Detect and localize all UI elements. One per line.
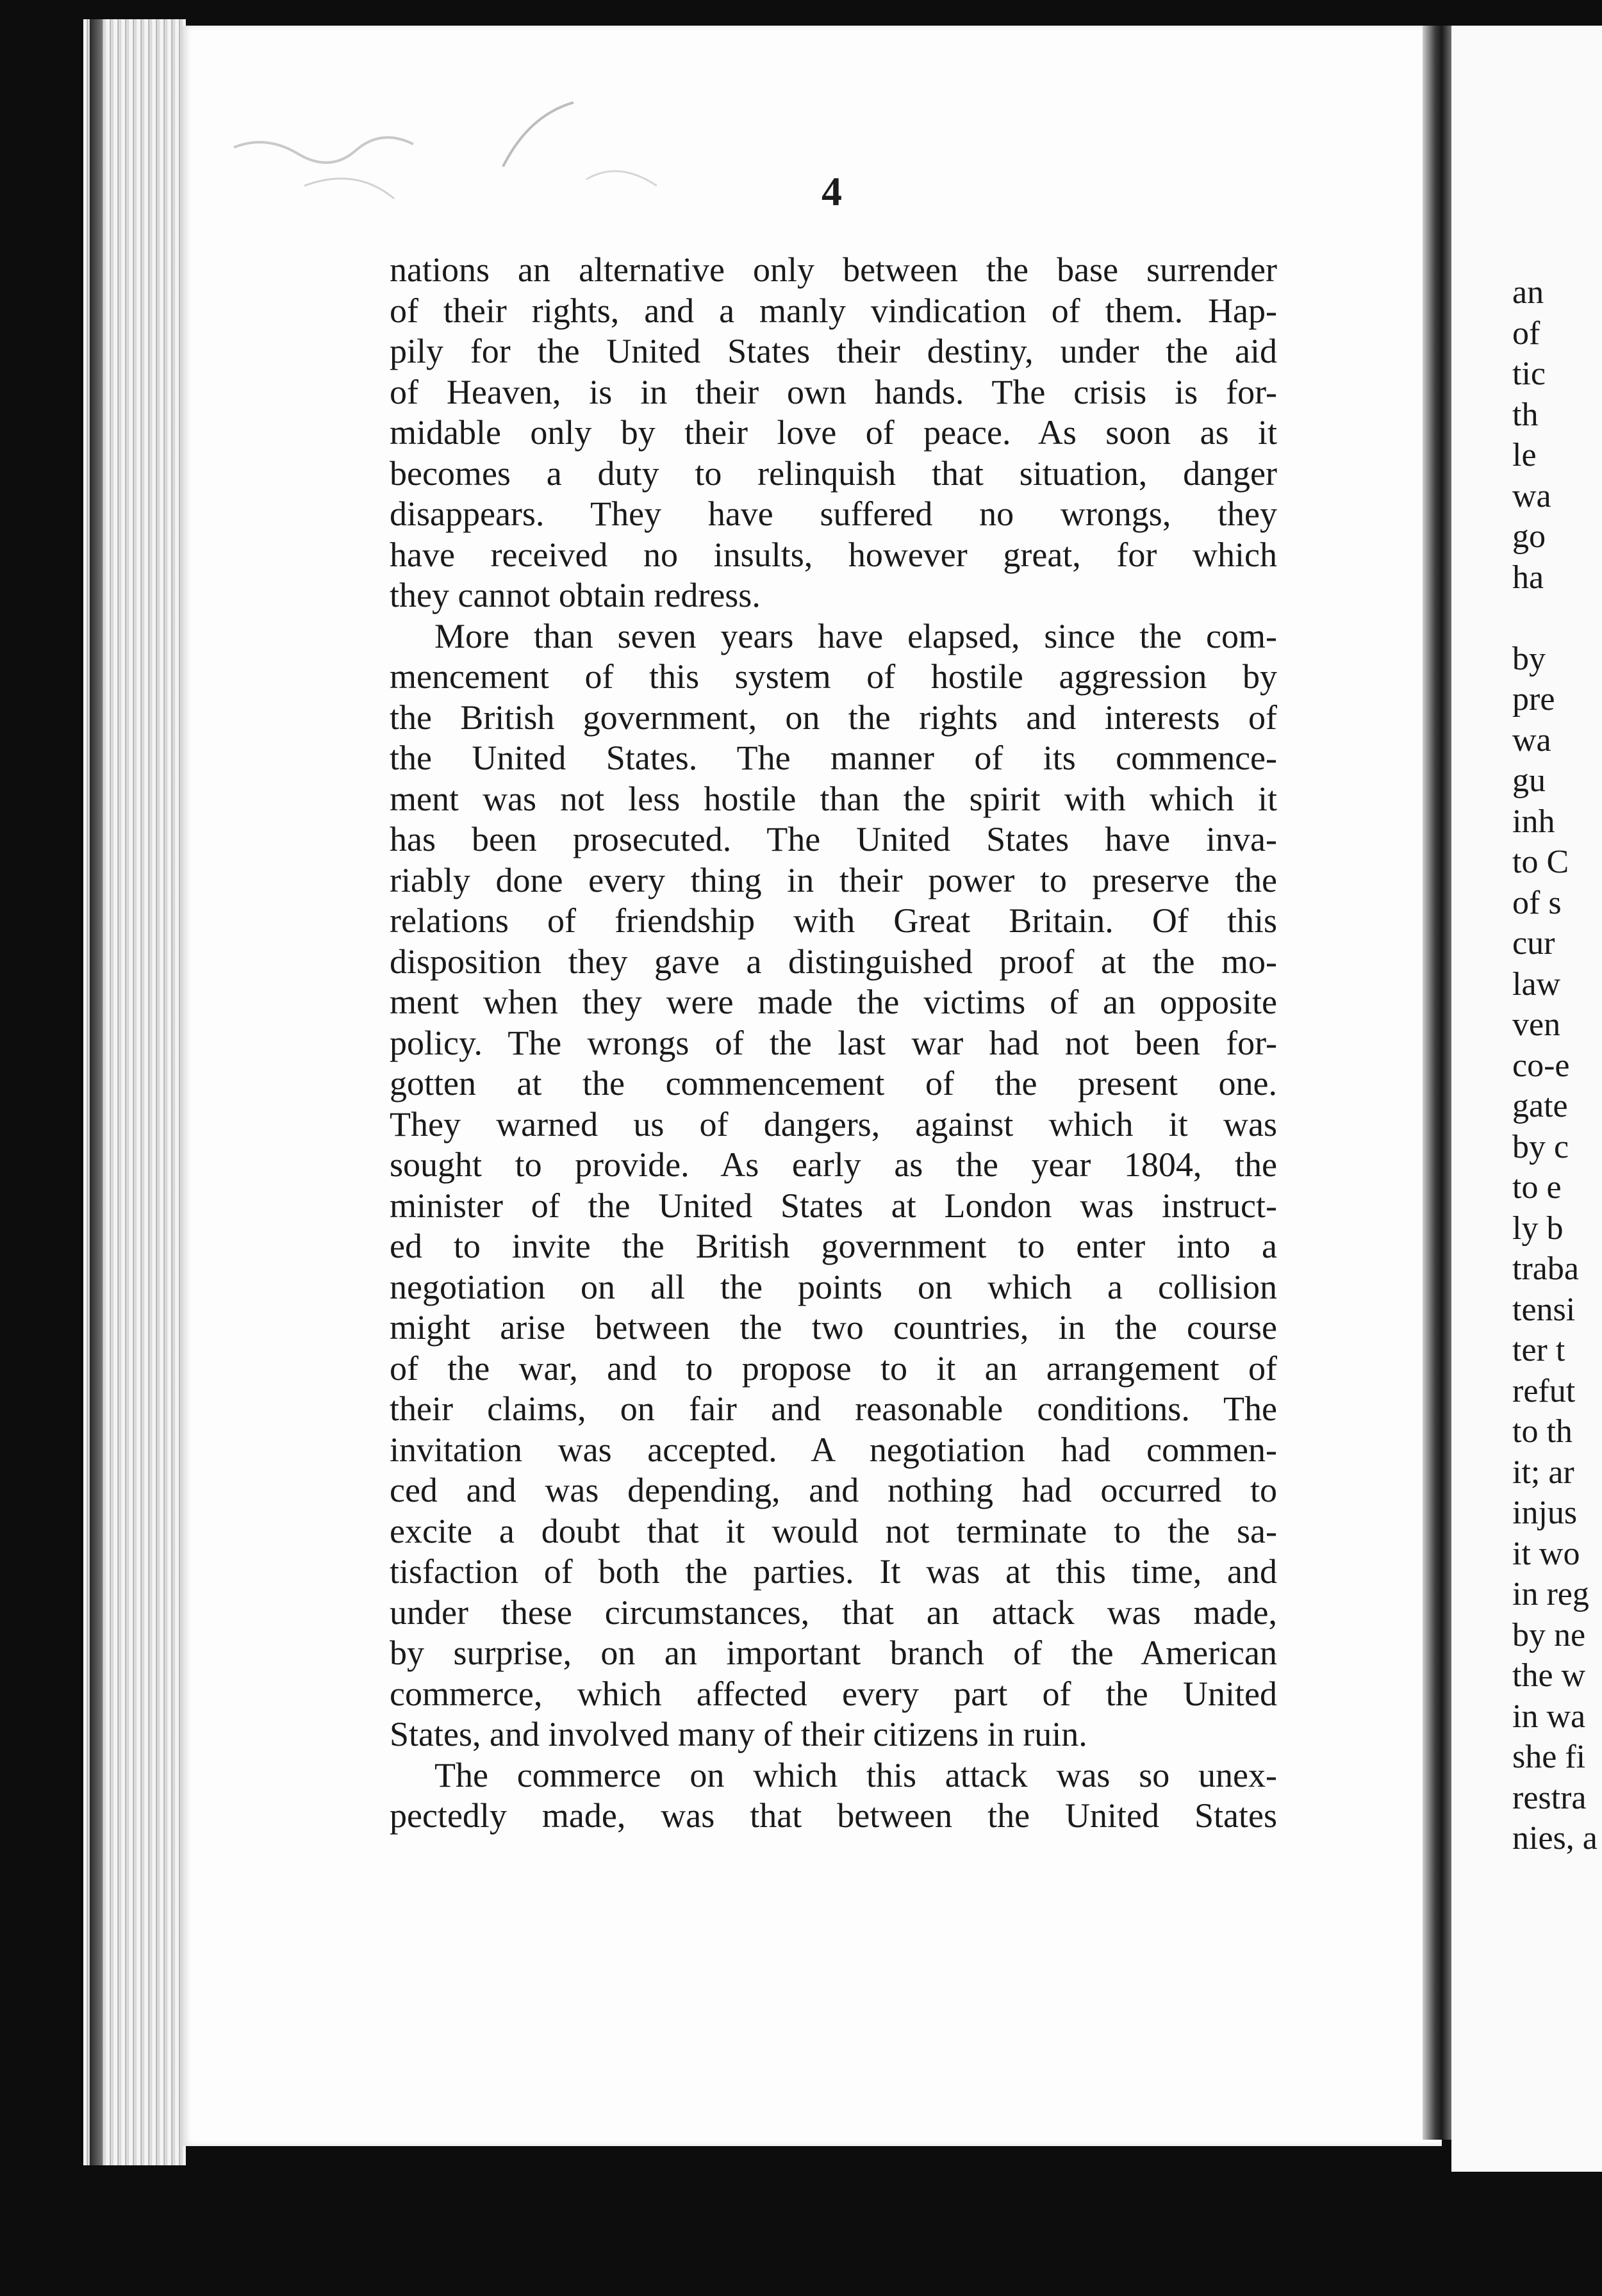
text-line: midable only by their love of peace. As soon as it (390, 413, 1277, 452)
facing-page-fragment: she fi (1512, 1739, 1586, 1775)
text-line: nations an alternative only between the base surrender (390, 250, 1277, 289)
facing-page-fragment: le (1512, 437, 1537, 473)
text-line: riably done every thing in their power to preserve the (390, 860, 1277, 899)
text-line: relations of friendship with Great Britain. Of this (390, 901, 1277, 940)
pencil-marks (227, 90, 663, 218)
facing-page-fragment: cur (1512, 925, 1555, 962)
facing-page-fragment: go (1512, 518, 1546, 555)
text-line: disposition they gave a distinguished proof at the mo- (390, 942, 1277, 981)
facing-page-fragment: law (1512, 965, 1561, 1003)
text-line: More than seven years have elapsed, since the com- (434, 616, 1277, 655)
facing-page-fragment: tic (1512, 356, 1546, 392)
text-line: under these circumstances, that an attack was made, (390, 1593, 1277, 1632)
text-line: commerce, which affected every part of the United (390, 1674, 1277, 1713)
facing-page-fragment: ha (1512, 559, 1544, 596)
text-line: gotten at the commencement of the present one. (390, 1064, 1277, 1103)
facing-page-fragment: th (1512, 396, 1539, 433)
facing-page-fragment: gu (1512, 762, 1546, 799)
text-line: has been prosecuted. The United States have inva- (390, 820, 1277, 858)
facing-page-fragment: by ne (1512, 1616, 1586, 1653)
text-line: invitation was accepted. A negotiation had commen- (390, 1430, 1277, 1469)
text-line: the United States. The manner of its commence- (390, 739, 1277, 777)
facing-page-fragment: nies, a (1512, 1820, 1598, 1857)
facing-page-fragments (1512, 272, 1598, 1859)
text-line: negotiation on all the points on which a collision (390, 1267, 1277, 1306)
facing-page-fragment: of s (1512, 884, 1562, 921)
text-line: of their rights, and a manly vindication of them. Hap- (390, 291, 1277, 330)
facing-page (1451, 26, 1602, 2172)
text-line: ment when they were made the victims of an opposite (390, 983, 1277, 1021)
body-text (390, 250, 1277, 1837)
facing-page-fragment: injus (1512, 1495, 1578, 1531)
text-line: disappears. They have suffered no wrongs, they (390, 495, 1277, 533)
facing-page-fragment: ter t (1512, 1332, 1565, 1368)
text-line: pectedly made, was that between the United States (390, 1796, 1277, 1835)
text-line: States, and involved many of their citizens in ruin. (390, 1715, 1087, 1753)
text-line: the British government, on the rights and interests of (390, 698, 1277, 737)
facing-page-fragment: it; ar (1512, 1454, 1574, 1491)
text-line: pily for the United States their destiny, under the aid (390, 332, 1277, 370)
facing-page-fragment: refut (1512, 1372, 1576, 1409)
text-line: they cannot obtain redress. (390, 576, 761, 614)
facing-page-fragment: gate (1512, 1088, 1568, 1124)
text-line: minister of the United States at London was instruct- (390, 1186, 1277, 1225)
facing-page-fragment: inh (1512, 803, 1555, 840)
text-line: their claims, on fair and reasonable conditions. The (390, 1390, 1277, 1428)
book-edge-shadow (90, 19, 103, 2165)
facing-page-fragment: to th (1512, 1413, 1573, 1450)
facing-page-fragment: of (1512, 315, 1540, 352)
facing-page-fragment: ven (1512, 1006, 1561, 1043)
facing-page-fragment: pre (1512, 681, 1555, 718)
facing-page-fragment: the w (1512, 1657, 1586, 1694)
facing-page-fragment: wa (1512, 477, 1551, 514)
text-line: of the war, and to propose to it an arrangement of (390, 1349, 1277, 1388)
text-line: The commerce on which this attack was so unex- (434, 1755, 1277, 1794)
text-line: policy. The wrongs of the last war had not been for- (390, 1023, 1277, 1062)
text-line: ment was not less hostile than the spirit with which it (390, 779, 1277, 818)
facing-page-fragment: in reg (1512, 1576, 1589, 1612)
text-line: ced and was depending, and nothing had occurred to (390, 1471, 1277, 1509)
facing-page-fragment: traba (1512, 1250, 1579, 1287)
text-line: of Heaven, is in their own hands. The crisis is for- (390, 372, 1277, 411)
page-number: 4 (822, 168, 842, 214)
text-line: tisfaction of both the parties. It was at this time, and (390, 1552, 1277, 1591)
facing-page-fragment: co-e (1512, 1047, 1570, 1084)
facing-page-fragment: in wa (1512, 1698, 1586, 1735)
facing-page-fragment: ly b (1512, 1210, 1564, 1247)
facing-page-fragment (1512, 598, 1598, 639)
text-line: sought to provide. As early as the year 1804, the (390, 1145, 1277, 1184)
facing-page-fragment: an (1512, 274, 1544, 311)
facing-page-fragment: to e (1512, 1169, 1562, 1206)
text-line: excite a doubt that it would not terminate to the sa- (390, 1511, 1277, 1550)
text-line: mencement of this system of hostile aggression by (390, 657, 1277, 696)
text-line: They warned us of dangers, against which it was (390, 1104, 1277, 1144)
facing-page-fragment: to C (1512, 844, 1569, 880)
facing-page-fragment: wa (1512, 721, 1551, 758)
facing-page-fragment: by (1512, 640, 1546, 677)
facing-page-fragment: by c (1512, 1128, 1569, 1165)
text-line: becomes a duty to relinquish that situation, danger (390, 454, 1277, 493)
facing-page-fragment: tensi (1512, 1291, 1576, 1328)
text-line: might arise between the two countries, in the course (390, 1308, 1277, 1347)
book-gutter (1423, 26, 1455, 2140)
text-line: by surprise, on an important branch of the American (390, 1634, 1277, 1672)
text-line: ed to invite the British government to enter into a (390, 1227, 1277, 1265)
facing-page-fragment: restra (1512, 1779, 1587, 1816)
facing-page-fragment: it wo (1512, 1535, 1580, 1572)
text-line: have received no insults, however great, for which (390, 535, 1277, 574)
